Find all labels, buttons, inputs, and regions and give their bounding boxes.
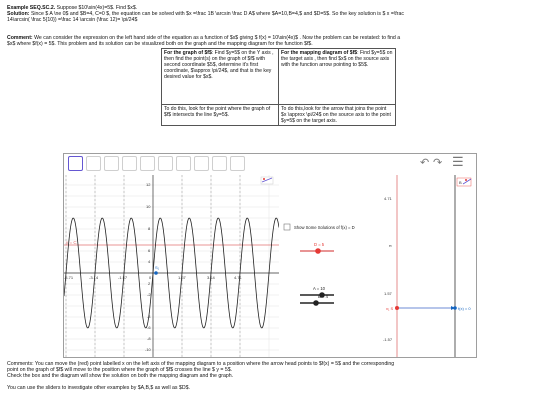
table-cell-mapping-text: : Find $y=5$ on the target axis , then find $x$ on the source axis with the function arrow pointing to $5$. [281,50,393,68]
tool-button-9[interactable] [212,156,227,171]
x-tick-label: 3.14 [207,275,215,280]
geogebra-applet[interactable] [63,153,477,358]
table-cell-mapping [279,49,396,105]
y-tick-label: -10 [145,347,151,352]
x-label: x₁ S [386,306,394,311]
x-tick-label: 0 [149,275,152,280]
tool-button-7[interactable] [176,156,191,171]
table-cell-graph-howto: To do this, look for the point where the graph of $f$ intersects the line $y=5$. [162,105,279,126]
undo-icon[interactable]: ↶ [420,157,430,169]
map-tick-label: π [389,243,392,248]
label-s1: S₁ [155,265,160,270]
b-slider-label: B = 4 [318,294,328,299]
source-point [395,306,399,310]
mapping-view[interactable] [280,175,476,357]
applet-toolbar [64,154,476,174]
comments-line-4: You can use the sliders to investigate other examples by $A,B,$ as well as $D$. [7,385,190,391]
table-cell-graph-text: : Find $y=5$ on the Y axis , then find the point(s) on the graph of $f$ with second coordinate $5$, determine it's first coordinate, $\approx \pi/24$, and that is the key desired value for $x$. [164,50,274,80]
y-tick-label: 4 [148,259,151,264]
d-slider-handle [315,248,321,254]
tool-button-6[interactable] [158,156,173,171]
tool-button-2[interactable] [86,156,101,171]
table-cell-mapping-howto: To do this,look for the arrow that joins the point $x \approx \pi/24$ on the source axis to the point $y=5$ on the target axis. [279,105,396,126]
tool-button-10[interactable] [230,156,245,171]
tool-button-3[interactable] [104,156,119,171]
fx-label: f(x) = 0 [458,306,471,311]
x-tick-label: 1.57 [178,275,186,280]
graph-svg [64,175,279,357]
tool-button-5[interactable] [140,156,155,171]
comments-line-2: point on the graph of $f$ will move to the position where the graph of $f$ crosses the line $ y = 5$. [7,367,233,373]
y-tick-label: 2 [148,281,151,286]
graph-view[interactable] [64,175,279,357]
map-tick-label: 4.71 [384,196,392,201]
comment-text-1: We can consider the expression on the left hand side of the equation as a function of $x$ giving $ f(x) = 10\sin(4x)$ . Now the problem can be restated: to find a [34,35,401,41]
tool-button-4[interactable] [122,156,137,171]
solution-label: Solution: [7,11,30,17]
tool-button-8[interactable] [194,156,209,171]
y-tick-label: -8 [147,336,151,341]
table-cell-mapping-bold: For the mapping diagram of $f$ [281,50,358,56]
d-slider-label: D = 5 [314,242,325,247]
solution-text-1: Since $ A \ne 0$ and $B=4, C=0 $, the equation can be solved with $x =\frac 1B \arcsin \frac D A$ where $A=10,B=4,$ and $D=5$. So the key solution is $ x =\frac [30,11,404,17]
y-tick-label: 8 [148,226,151,231]
example-text: Suppose $10\sin(4x)=5$. Find $x$. [56,5,138,11]
graphics2-style-icon[interactable] [463,179,471,184]
y-tick-label: 10 [146,204,151,209]
move-tool-button[interactable] [68,156,83,171]
comments-line-3: Check the box and the diagram will show the solution on both the mapping diagram and the graph. [7,373,234,379]
target-point [453,306,457,310]
mapping-svg [280,175,476,357]
y-tick-label: 6 [148,248,151,253]
a-slider-label: A = 10 [313,286,325,291]
y-tick-label: -4 [147,314,151,319]
table-cell-graph-bold: For the graph of $f$ [164,50,212,56]
y-tick-label: -6 [147,325,151,330]
x-tick-label: -4.71 [64,275,74,280]
b-marker-label: B [459,180,462,185]
comments-line-1: Comments: You can move the (red) point labelled x on the left axis of the mapping diagram to a position where the arrow head points to $f(x) = 5$ and the corresponding [7,361,395,367]
x-tick-label: -3.14 [89,275,99,280]
solution-line-2: 14\arcsin( \frac 5{10}) =\frac 14 \arcsin (\frac 12)= \pi/24$ [7,17,138,23]
checkbox-label: Show Some Solutions of f(x) = D [294,225,355,230]
comment-label: Comment: [7,35,33,41]
b-slider-handle [313,300,319,306]
example-label: Example SEQ.SC.2. [7,5,56,11]
map-tick-label: -1.57 [383,337,393,342]
label-y-c: y = C [66,240,77,245]
x-tick-label: -1.57 [118,275,128,280]
explanation-table [161,48,396,126]
graphics-style-icon[interactable] [261,177,273,184]
solutions-checkbox [284,224,290,230]
point-s1 [154,271,158,275]
menu-icon[interactable]: ☰ [452,154,464,169]
table-cell-graph [162,49,279,105]
y-tick-label: 12 [146,182,151,187]
comment-line-2: $x$ where $f(x) = 5$. This problem and its solution can be visualized both on the graph and the mapping diagram for the function $f$. [7,41,313,47]
x-tick-label: 4.71 [234,275,242,280]
y-tick-label: -2 [147,292,151,297]
redo-icon[interactable]: ↷ [433,157,443,169]
map-tick-label: 1.57 [384,291,392,296]
